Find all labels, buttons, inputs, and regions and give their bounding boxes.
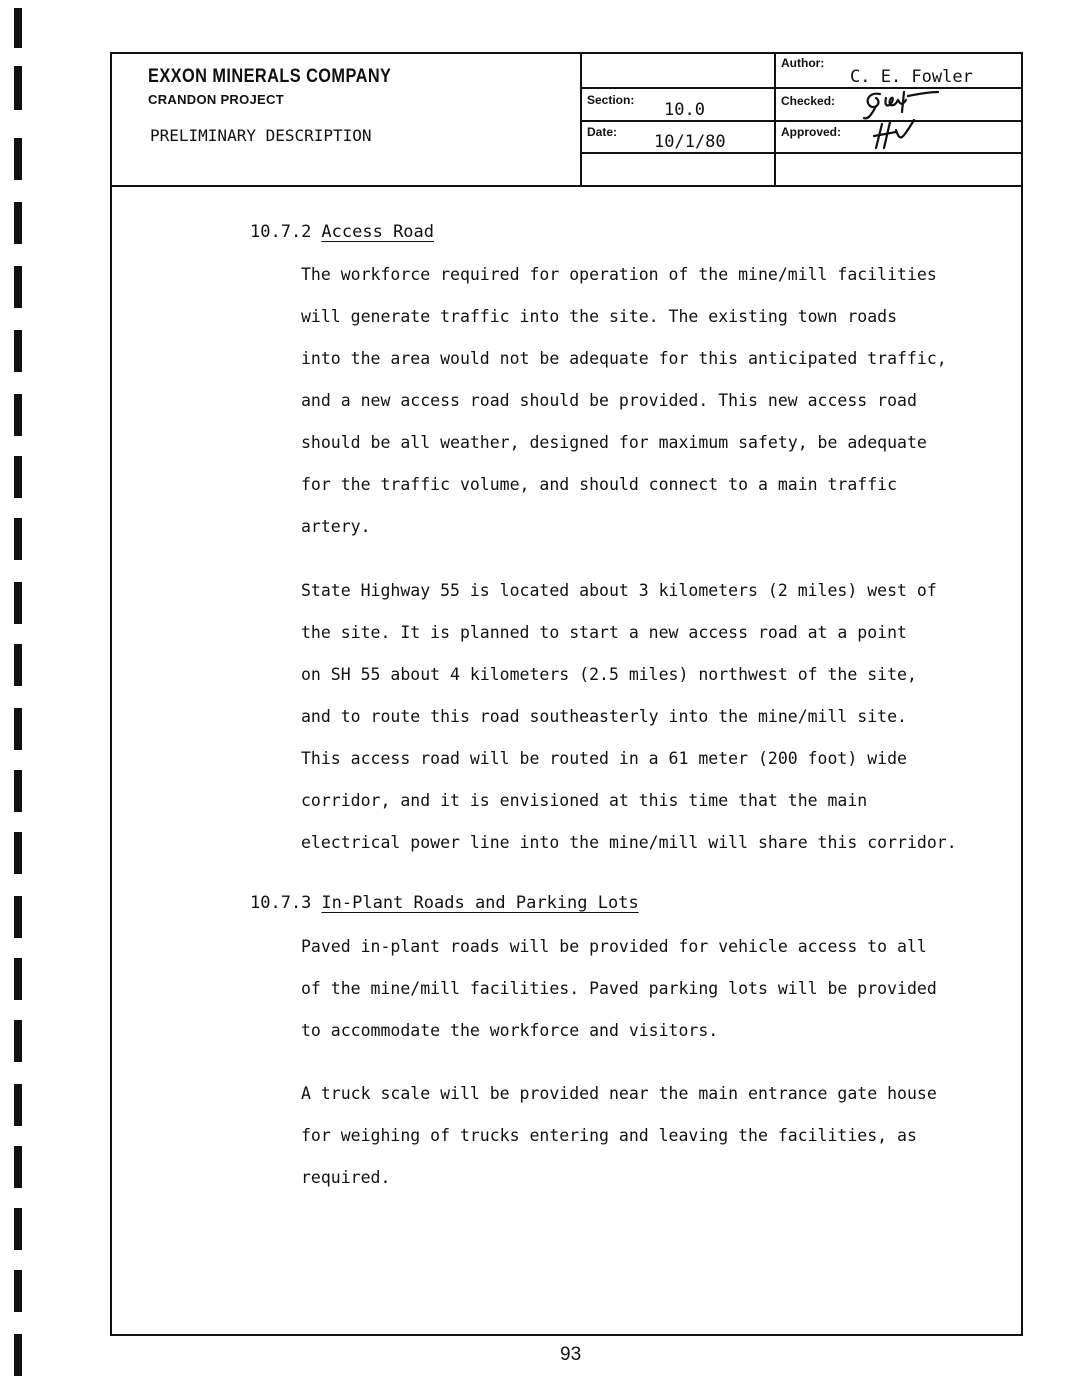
punch-mark xyxy=(14,770,22,812)
text-line: and to route this road southeasterly into the mine/mill site. xyxy=(301,707,907,726)
text-line: corridor, and it is envisioned at this time that the main xyxy=(301,791,868,810)
checked-signature xyxy=(858,88,942,122)
text-line: on SH 55 about 4 kilometers (2.5 miles) northwest of the site, xyxy=(301,665,917,684)
paragraph xyxy=(301,570,1001,864)
section-heading xyxy=(250,893,639,913)
section-label: Section: xyxy=(587,93,635,107)
company-name: EXXON MINERALS COMPANY xyxy=(148,66,392,87)
section-number: 10.7.2 xyxy=(250,222,312,242)
text-line: should be all weather, designed for maximum safety, be adequate xyxy=(301,433,927,452)
checked-label: Checked: xyxy=(781,94,836,108)
paragraph xyxy=(301,254,1001,548)
text-line: A truck scale will be provided near the main entrance gate house xyxy=(301,1084,937,1103)
approved-signature xyxy=(866,118,920,152)
section-value: 10.0 xyxy=(664,100,705,120)
header-divider-2 xyxy=(774,52,776,186)
section-title: In-Plant Roads and Parking Lots xyxy=(321,893,639,913)
date-label: Date: xyxy=(587,125,618,139)
page-number: 93 xyxy=(560,1344,582,1365)
approved-label: Approved: xyxy=(781,125,841,139)
punch-mark xyxy=(14,832,22,874)
text-line: of the mine/mill facilities. Paved parking lots will be provided xyxy=(301,979,937,998)
punch-mark xyxy=(14,138,22,180)
punch-mark xyxy=(14,1208,22,1250)
text-line: electrical power line into the mine/mill will share this corridor. xyxy=(301,833,957,852)
text-line: State Highway 55 is located about 3 kilometers (2 miles) west of xyxy=(301,581,937,600)
header-row-rule xyxy=(580,120,1023,122)
punch-mark xyxy=(14,1146,22,1188)
punch-mark xyxy=(14,582,22,624)
punch-mark xyxy=(14,896,22,938)
author-label: Author: xyxy=(781,56,825,70)
project-name: CRANDON PROJECT xyxy=(148,92,284,107)
text-line: for weighing of trucks entering and leaving the facilities, as xyxy=(301,1126,917,1145)
punch-mark xyxy=(14,1334,22,1376)
punch-mark xyxy=(14,708,22,750)
section-number: 10.7.3 xyxy=(250,893,312,913)
punch-mark xyxy=(14,958,22,1000)
text-line: Paved in-plant roads will be provided for vehicle access to all xyxy=(301,937,927,956)
section-title: Access Road xyxy=(321,222,435,242)
punch-mark xyxy=(14,518,22,560)
date-value: 10/1/80 xyxy=(654,132,726,152)
punch-mark xyxy=(14,66,22,110)
header-row-rule xyxy=(580,152,1023,154)
punch-mark xyxy=(14,1084,22,1126)
punch-mark xyxy=(14,202,22,244)
text-line: artery. xyxy=(301,517,371,536)
punch-mark xyxy=(14,266,22,308)
punch-mark xyxy=(14,1270,22,1312)
paragraph xyxy=(301,1073,1001,1199)
header-divider-1 xyxy=(580,52,582,186)
text-line: for the traffic volume, and should connect to a main traffic xyxy=(301,475,898,494)
punch-mark xyxy=(14,1020,22,1062)
punch-mark xyxy=(14,456,22,498)
punch-mark xyxy=(14,644,22,686)
text-line: The workforce required for operation of the mine/mill facilities xyxy=(301,265,937,284)
text-line: the site. It is planned to start a new access road at a point xyxy=(301,623,907,642)
author-value: C. E. Fowler xyxy=(850,67,973,87)
text-line: and a new access road should be provided. This new access road xyxy=(301,391,917,410)
header-row-rule xyxy=(580,87,1023,89)
paragraph xyxy=(301,926,1001,1052)
text-line: will generate traffic into the site. The existing town roads xyxy=(301,307,898,326)
text-line: to accommodate the workforce and visitors. xyxy=(301,1021,719,1040)
text-line: required. xyxy=(301,1168,391,1187)
section-heading xyxy=(250,222,434,242)
header-bottom-rule xyxy=(110,185,1023,187)
text-line: into the area would not be adequate for this anticipated traffic, xyxy=(301,349,947,368)
text-line: This access road will be routed in a 61 meter (200 foot) wide xyxy=(301,749,907,768)
document-type: PRELIMINARY DESCRIPTION xyxy=(150,126,372,145)
punch-mark xyxy=(14,8,22,48)
punch-mark xyxy=(14,394,22,436)
punch-mark xyxy=(14,330,22,372)
